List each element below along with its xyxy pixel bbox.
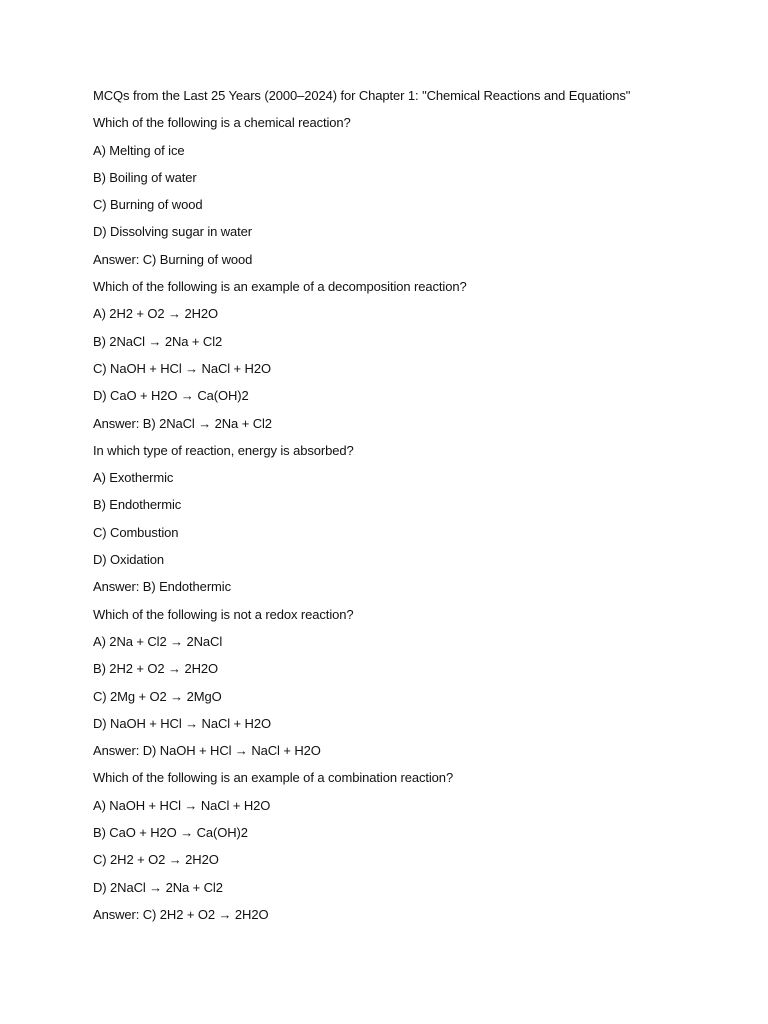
document-body — [93, 86, 733, 932]
option-b: B) Boiling of water — [93, 169, 197, 185]
question-text: In which type of reaction, energy is absorbed? — [93, 442, 354, 458]
answer-text: Answer: B) 2NaCl → 2Na + Cl2 — [93, 415, 272, 431]
option-d: D) NaOH + HCl → NaCl + H2O — [93, 715, 271, 731]
answer-text: Answer: C) Burning of wood — [93, 251, 253, 267]
option-c: C) 2H2 + O2 → 2H2O — [93, 852, 219, 868]
option-b: B) 2H2 + O2 → 2H2O — [93, 661, 219, 677]
question-block-4 — [93, 605, 733, 769]
option-a: A) Exothermic — [93, 470, 174, 486]
option-d: D) Oxidation — [93, 552, 165, 568]
option-a: A) NaOH + HCl → NaCl + H2O — [93, 797, 271, 813]
document-title: MCQs from the Last 25 Years (2000–2024) for Chapter 1: "Chemical Reactions and Equations" — [93, 88, 631, 103]
option-a: A) Melting of ice — [93, 142, 185, 158]
option-d: D) CaO + H2O → Ca(OH)2 — [93, 388, 249, 404]
option-d: D) Dissolving sugar in water — [93, 224, 253, 240]
option-b: B) 2NaCl → 2Na + Cl2 — [93, 333, 223, 349]
question-block-2 — [93, 277, 733, 441]
option-c: C) Burning of wood — [93, 197, 203, 213]
question-block-1 — [93, 113, 733, 277]
question-block-3 — [93, 441, 733, 605]
question-text: Which of the following is an example of a combination reaction? — [93, 770, 454, 786]
option-a: A) 2H2 + O2 → 2H2O — [93, 306, 219, 322]
question-block-5 — [93, 768, 733, 932]
answer-text: Answer: B) Endothermic — [93, 579, 231, 595]
answer-text: Answer: D) NaOH + HCl → NaCl + H2O — [93, 743, 321, 759]
question-text: Which of the following is an example of a decomposition reaction? — [93, 279, 467, 295]
answer-text: Answer: C) 2H2 + O2 → 2H2O — [93, 906, 269, 922]
option-a: A) 2Na + Cl2 → 2NaCl — [93, 633, 223, 649]
option-b: B) CaO + H2O → Ca(OH)2 — [93, 825, 248, 841]
option-b: B) Endothermic — [93, 497, 182, 513]
option-c: C) Combustion — [93, 524, 179, 540]
option-c: C) NaOH + HCl → NaCl + H2O — [93, 360, 271, 376]
question-text: Which of the following is not a redox reaction? — [93, 606, 354, 622]
question-text: Which of the following is a chemical reaction? — [93, 115, 351, 131]
option-c: C) 2Mg + O2 → 2MgO — [93, 688, 222, 704]
option-d: D) 2NaCl → 2Na + Cl2 — [93, 879, 223, 895]
